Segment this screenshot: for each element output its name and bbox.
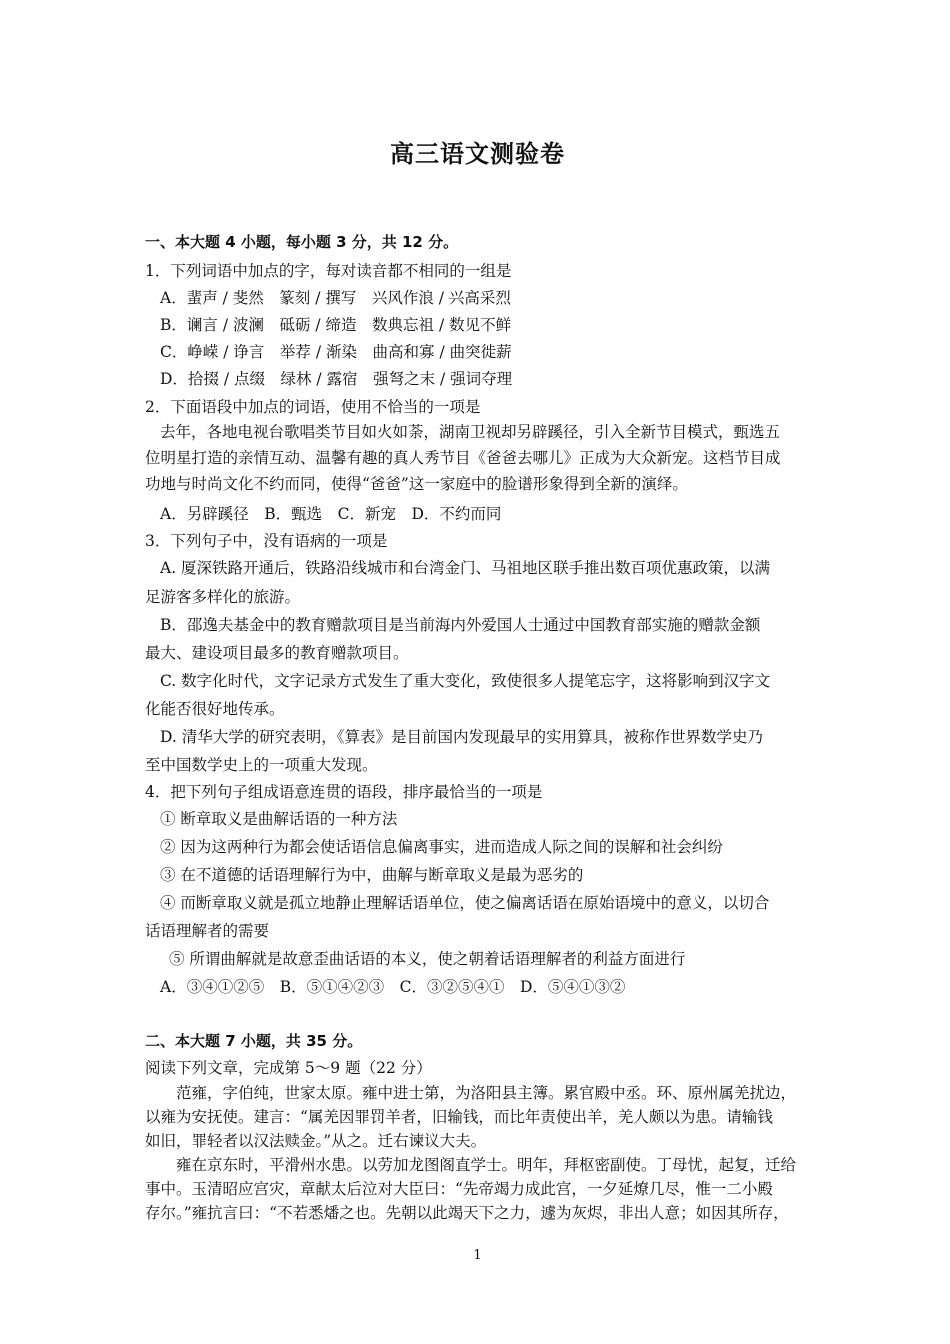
passage-line: 雍在京东时，平滑州水患。以劳加龙图阁直学士。明年，拜枢密副使。丁母忧，起复，迁给 xyxy=(176,1156,797,1174)
q4-item-1: ① 断章取义是曲解话语的一种方法 xyxy=(160,810,398,828)
q4-stem: 4．把下列句子组成语意连贯的语段，排序最恰当的一项是 xyxy=(145,783,543,801)
q1-stem: 1．下列词语中加点的字，每对读音都不相同的一组是 xyxy=(145,262,512,280)
section2-heading: 二、本大题 7 小题，共 35 分。 xyxy=(145,1032,363,1050)
q4-item-5: ⑤ 所谓曲解就是故意歪曲话语的本义，使之朝着话语理解者的利益方面进行 xyxy=(169,950,686,968)
passage-line: 以雍为安抚使。建言：“属羌因罪罚羊者，旧输钱，而比年责使出羊，羌人颇以为患。请输钱 xyxy=(145,1108,773,1126)
passage-line: 范雍，字伯纯，世家太原。雍中进士第，为洛阳县主簿。累官殿中丞。环、原州属羌扰边， xyxy=(176,1084,797,1102)
q4-item-2: ② 因为这两种行为都会使话语信息偏离事实，进而造成人际之间的误解和社会纠纷 xyxy=(160,838,723,856)
q2-passage-line: 功地与时尚文化不约而同，使得“爸爸”这一家庭中的脸谱形象得到全新的演绎。 xyxy=(145,475,688,493)
q1-option-a: A．蜚声 / 斐然 篆刻 / 撰写 兴风作浪 / 兴高采烈 xyxy=(160,289,511,307)
q2-stem: 2．下面语段中加点的词语，使用不恰当的一项是 xyxy=(145,398,481,416)
q3-option-b: B．邵逸夫基金中的教育赠款项目是当前海内外爱国人士通过中国教育部实施的赠款金额 xyxy=(160,616,761,634)
passage-line: 事中。玉清昭应宫灾，章献太后泣对大臣曰：“先帝竭力成此宫，一夕延燎几尽，惟一二小殿 xyxy=(145,1180,773,1198)
q3-option-d-cont: 至中国数学史上的一项重大发现。 xyxy=(145,756,378,774)
q3-option-c: C. 数字化时代，文字记录方式发生了重大变化，致使很多人提笔忘字，这将影响到汉字文 xyxy=(160,672,771,690)
q4-options: A．③④①②⑤ B．⑤①④②③ C．③②⑤④① D．⑤④①③② xyxy=(160,978,626,996)
q3-option-d: D. 清华大学的研究表明，《算表》是目前国内发现最早的实用算具，被称作世界数学史乃 xyxy=(160,728,763,746)
passage-line: 如旧，罪轻者以汉法赎金。”从之。迁右谏议大夫。 xyxy=(145,1132,487,1150)
q2-passage-line: 位明星打造的亲情互动、温馨有趣的真人秀节目《爸爸去哪儿》正成为大众新宠。这档节目成 xyxy=(145,449,781,467)
q4-item-4-cont: 话语理解者的需要 xyxy=(145,922,270,940)
q1-option-c: C．峥嵘 / 诤言 举荐 / 渐染 曲高和寡 / 曲突徙薪 xyxy=(160,343,512,361)
q3-stem: 3．下列句子中，没有语病的一项是 xyxy=(145,532,388,550)
q1-option-b: B．谰言 / 波澜 砥砺 / 缔造 数典忘祖 / 数见不鲜 xyxy=(160,316,512,334)
q4-item-3: ③ 在不道德的话语理解行为中，曲解与断章取义是最为恶劣的 xyxy=(160,866,584,884)
section2-intro: 阅读下列文章，完成第 5～9 题（22 分） xyxy=(145,1059,432,1077)
q2-options: A．另辟蹊径 B．甄选 C．新宠 D．不约而同 xyxy=(160,505,502,523)
section1-heading: 一、本大题 4 小题，每小题 3 分，共 12 分。 xyxy=(145,233,459,251)
page-number: 1 xyxy=(473,1248,482,1263)
q1-option-d: D．拾掇 / 点缀 绿林 / 露宿 强弩之末 / 强词夺理 xyxy=(160,370,513,388)
q3-option-a: A. 厦深铁路开通后，铁路沿线城市和台湾金门、马祖地区联手推出数百项优惠政策，以满 xyxy=(160,559,771,577)
page-title: 高三语文测验卷 xyxy=(390,140,565,168)
q3-option-a-cont: 足游客多样化的旅游。 xyxy=(145,588,301,606)
passage-line: 存尔。”雍抗言曰：“不若悉燔之也。先朝以此竭天下之力，遽为灰烬，非出人意；如因其所存， xyxy=(145,1204,789,1222)
q2-passage-line: 去年，各地电视台歌唱类节目如火如荼，湖南卫视却另辟蹊径，引入全新节目模式，甄选五 xyxy=(160,423,781,441)
q3-option-b-cont: 最大、建设项目最多的教育赠款项目。 xyxy=(145,644,409,662)
q4-item-4: ④ 而断章取义就是孤立地静止理解话语单位，使之偏离话语在原始语境中的意义，以切合 xyxy=(160,894,770,912)
q3-option-c-cont: 化能否很好地传承。 xyxy=(145,700,285,718)
